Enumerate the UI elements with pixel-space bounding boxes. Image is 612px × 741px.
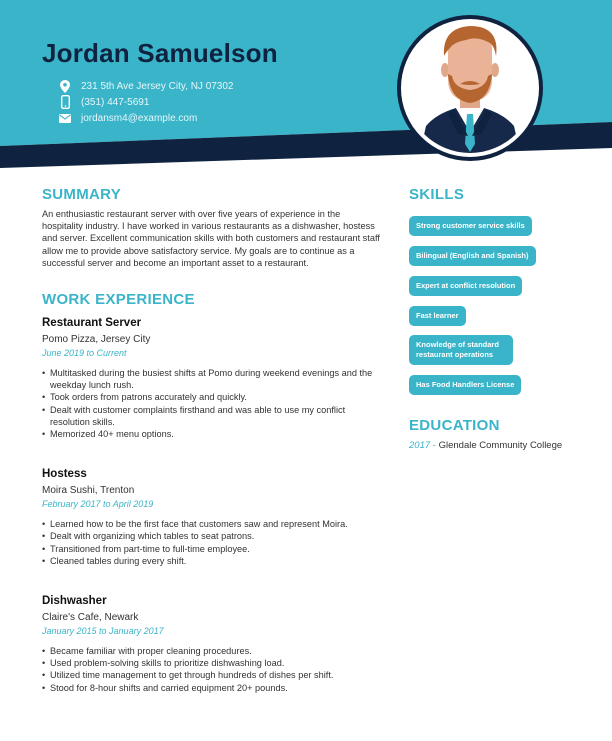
job-title: Dishwasher: [42, 595, 107, 608]
phone-text: (351) 447-5691: [81, 96, 150, 108]
skill-badge: Expert at conflict resolution: [409, 276, 522, 296]
bullet-item: • Used problem-solving skills to prioritize dishwashing load.: [42, 657, 382, 669]
bullet-item: • Memorized 40+ menu options.: [42, 428, 382, 440]
job-dates: January 2015 to January 2017: [42, 626, 164, 637]
skill-badge: Knowledge of standard restaurant operations: [409, 335, 513, 365]
bullet-item: • Cleaned tables during every shift.: [42, 555, 382, 567]
education-heading: EDUCATION: [409, 417, 500, 434]
bullet-item: • Utilized time management to get through hundreds of dishes per shift.: [42, 669, 382, 681]
bullet-item: • Became familiar with proper cleaning procedures.: [42, 645, 382, 657]
job-bullets: [42, 367, 382, 440]
job-entry: [42, 317, 382, 440]
skill-badge: Fast learner: [409, 306, 466, 326]
job-title: Hostess: [42, 468, 87, 481]
phone-icon: [58, 95, 72, 109]
location-pin-icon: [58, 79, 72, 93]
side-column: [409, 186, 589, 451]
bullet-item: • Dealt with organizing which tables to seat patrons.: [42, 530, 382, 542]
summary-heading: SUMMARY: [42, 186, 122, 203]
job-dates: February 2017 to April 2019: [42, 499, 154, 510]
skills-heading: SKILLS: [409, 186, 465, 203]
mail-icon: [58, 111, 72, 125]
email-text: jordansm4@example.com: [81, 112, 198, 124]
skill-badge: Strong customer service skills: [409, 216, 532, 236]
main-column: [42, 186, 382, 694]
experience-heading: WORK EXPERIENCE: [42, 291, 195, 309]
summary-text: An enthusiastic restaurant server with over five years of experience in the hospitality industry. I have worked in various restaurants as a dishwasher, hostess and server. Excellent communication skills with both customers and restaurant staff allow me to provide above satisfactory service. My goals are to continue as a successful server and become an important asset to a restaurant.: [42, 209, 380, 268]
contact-address: [58, 78, 234, 94]
job-dates: June 2019 to Current: [42, 348, 127, 359]
skills-list: [409, 215, 589, 395]
contact-info: [58, 78, 234, 126]
job-company: Moira Sushi, Trenton: [42, 485, 135, 497]
education-school: Glendale Community College: [438, 440, 563, 451]
contact-email: [58, 110, 234, 126]
bullet-item: • Multitasked during the busiest shifts at Pomo during weekend evenings and the weekday lunch rush.: [42, 367, 382, 391]
bullet-item: • Stood for 8-hour shifts and carried equipment 20+ pounds.: [42, 682, 382, 694]
job-title: Restaurant Server: [42, 317, 142, 330]
contact-phone: [58, 94, 234, 110]
education-year: 2017: [409, 440, 431, 451]
address-text: 231 5th Ave Jersey City, NJ 07302: [81, 80, 234, 92]
skill-badge: Bilingual (English and Spanish): [409, 246, 536, 266]
job-bullets: [42, 518, 382, 567]
education-entry: [409, 440, 589, 451]
job-company: Claire's Cafe, Newark: [42, 612, 139, 624]
job-entry: [42, 468, 382, 567]
bullet-item: • Dealt with customer complaints firsthand and was able to use my conflict resolution skills.: [42, 404, 382, 428]
job-company: Pomo Pizza, Jersey City: [42, 334, 151, 346]
candidate-name: Jordan Samuelson: [42, 38, 278, 68]
bullet-item: • Learned how to be the first face that customers saw and represent Moira.: [42, 518, 382, 530]
bullet-item: • Transitioned from part-time to full-time employee.: [42, 543, 382, 555]
education-separator: -: [430, 440, 439, 451]
job-bullets: [42, 645, 382, 694]
avatar: [396, 14, 544, 162]
job-entry: [42, 595, 382, 694]
skill-badge: Has Food Handlers License: [409, 375, 521, 395]
bullet-item: • Took orders from patrons accurately and quickly.: [42, 391, 382, 403]
